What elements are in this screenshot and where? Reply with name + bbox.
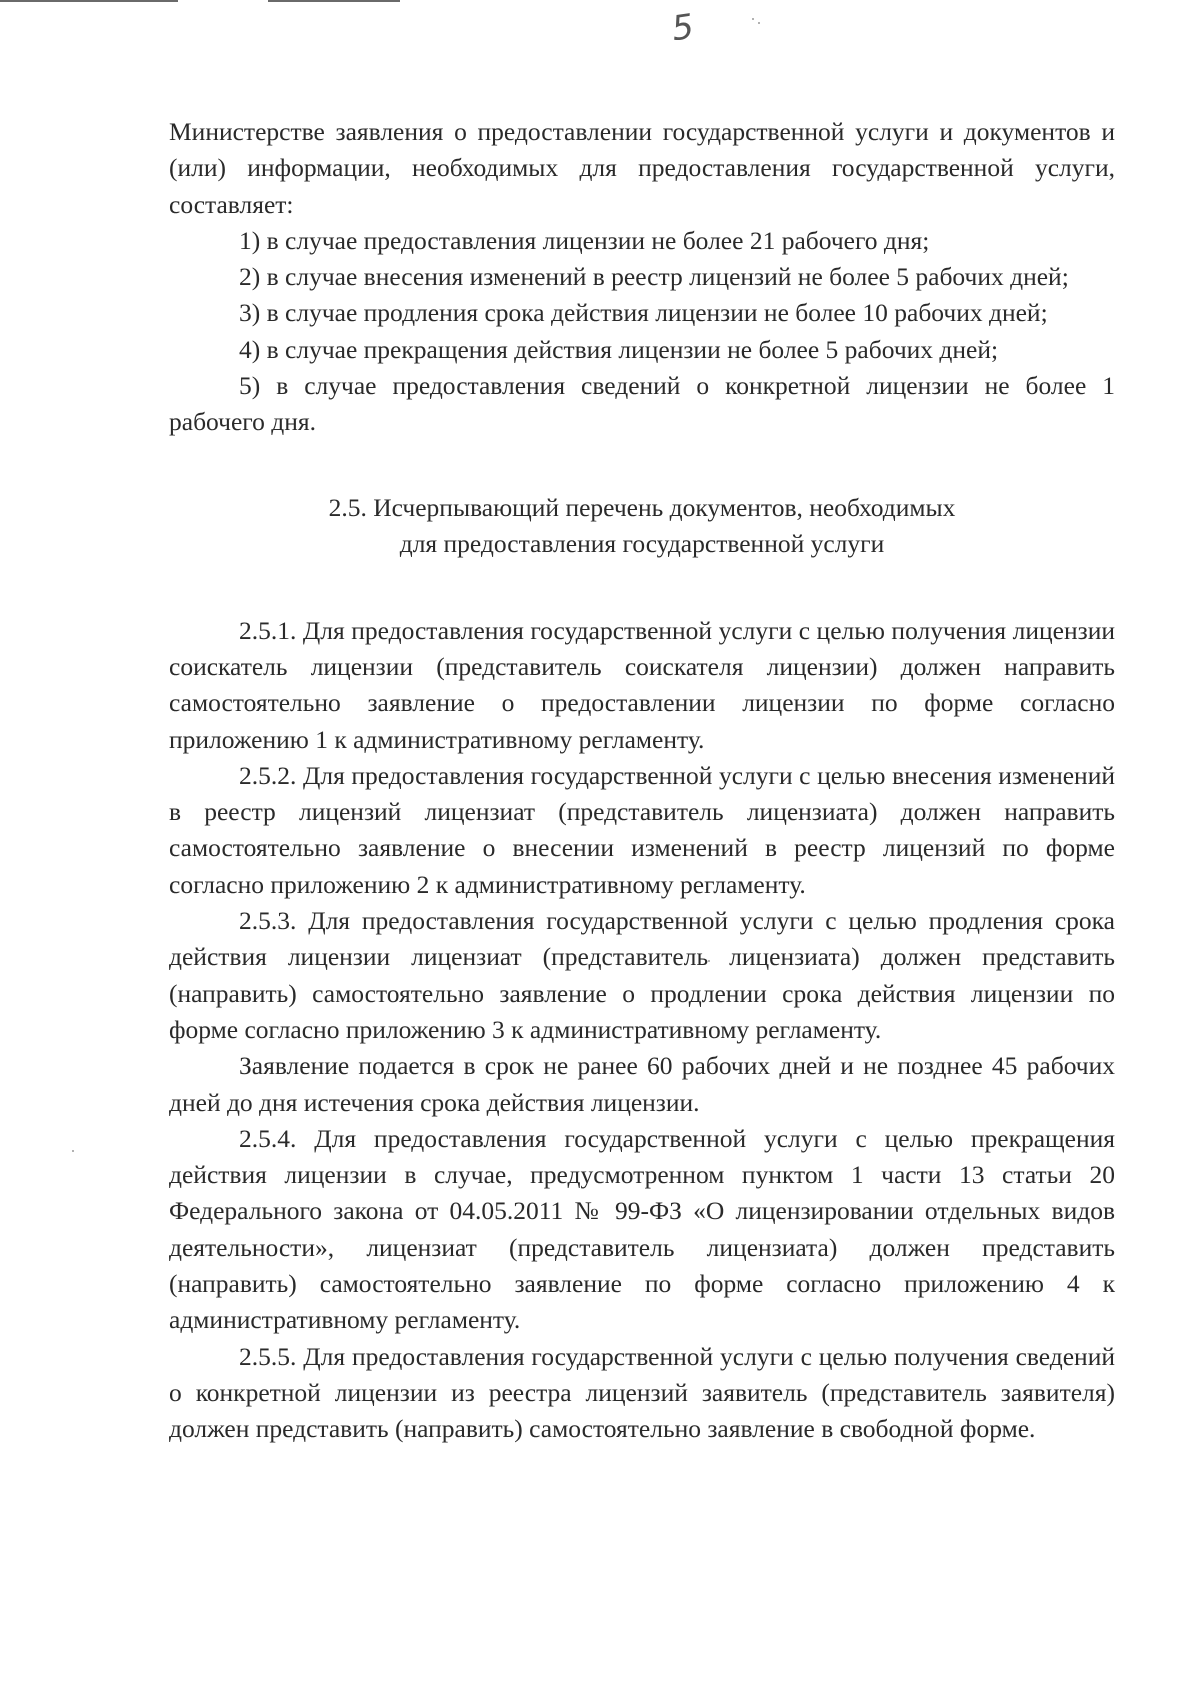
term-item: 4) в случае прекращения действия лицензии не более 5 рабочих дней; — [239, 334, 999, 364]
clause-paragraph: 2.5.3. Для предоставления государственной услуги с целью продления срока действия лицензии лицензиат (представитель лицензиата) должен представить (направить) самостоятельно заявление о продлении срока действия лицензии по форме согласно приложению 3 к административному регламенту. — [169, 906, 1115, 1044]
term-item: 5) в случае предоставления сведений о конкретной лицензии не более 1 рабочего дня. — [169, 371, 1115, 437]
scan-edge-mark — [0, 0, 178, 2]
clause-paragraph: 2.5.2. Для предоставления государственной услуги с целью внесения изменений в реестр лицензий лицензиат (представитель лицензиата) должен направить самостоятельно заявление о внесении изменений в реестр лицензий по форме согласно приложению 2 к административному регламенту. — [169, 760, 1115, 899]
clause-paragraph: Заявление подается в срок не ранее 60 рабочих дней и не позднее 45 рабочих дней до дня истечения срока действия лицензии. — [169, 1051, 1115, 1117]
intro-paragraph: Министерстве заявления о предоставлении государственной услуги и документов и (или) информации, необходимых для предоставления государственной услуги, составляет: — [169, 117, 1115, 219]
clause-paragraph: 2.5.5. Для предоставления государственной услуги с целью получения сведений о конкретной лицензии из реестра лицензий заявитель (представитель заявителя) должен представить (направить) самостоятельно заявление в свободной форме. — [169, 1341, 1115, 1444]
term-item: 2) в случае внесения изменений в реестр лицензий не более 5 рабочих дней; — [239, 262, 1069, 292]
clause-paragraph: 2.5.4. Для предоставления государственной услуги с целью прекращения действия лицензии в случае, предусмотренном пунктом 1 части 13 статьи 20 Федерального закона от 04.05.2011 № 99-ФЗ «О лицензировании отдельных видов деятельности», лицензиат (представитель лицензиата) должен представить (направить) самостоятельно заявление по форме согласно приложению 4 к административному регламенту. — [169, 1123, 1115, 1335]
scan-speck — [72, 1150, 74, 1152]
page-number: 5 — [669, 6, 697, 50]
clause-paragraph: 2.5.1. Для предоставления государственной услуги с целью получения лицензии соискатель лицензии (представитель соискателя лицензии) должен направить самостоятельно заявление о предоставлении лицензии по форме согласно приложению 1 к административному регламенту. — [169, 615, 1115, 754]
section-heading — [169, 490, 1115, 563]
scan-speck — [758, 22, 760, 24]
scan-speck — [752, 18, 754, 20]
section-heading-line: 2.5. Исчерпывающий перечень документов, необходимых — [328, 492, 956, 522]
scan-edge-mark — [268, 0, 400, 2]
term-item: 1) в случае предоставления лицензии не более 21 рабочего дня; — [239, 225, 930, 255]
document-body — [169, 114, 1115, 1448]
term-item: 3) в случае продления срока действия лицензии не более 10 рабочих дней; — [239, 298, 1048, 328]
section-heading-line: для предоставления государственной услуги — [399, 529, 885, 559]
